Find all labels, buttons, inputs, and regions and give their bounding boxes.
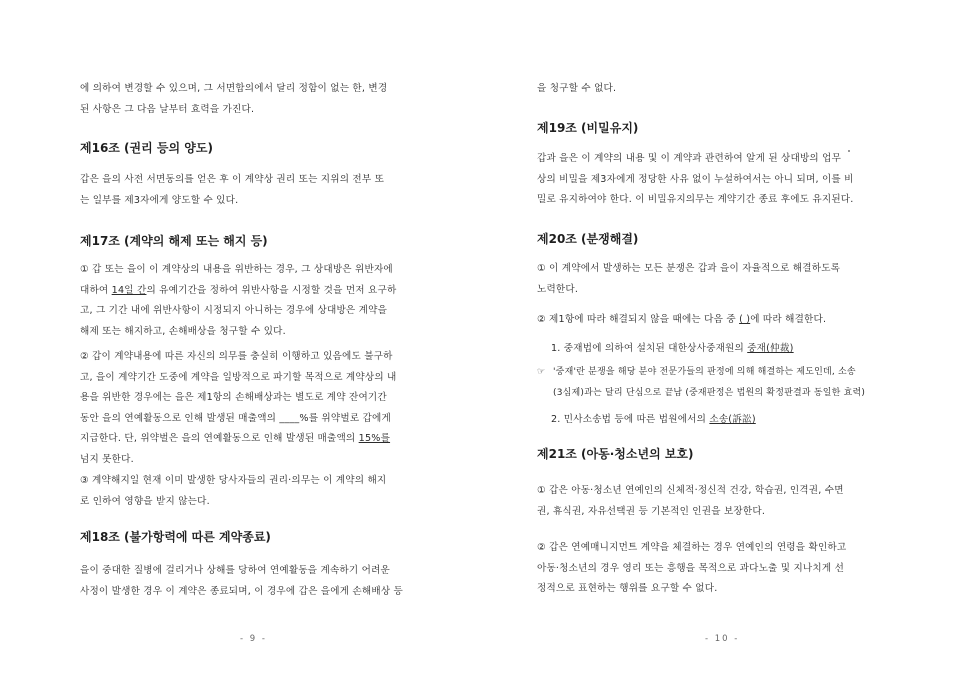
text-line: 1. 중재법에 의하여 설치된 대한상사중재원의 중재(仲裁) — [551, 343, 794, 354]
page-number: - 9 - — [240, 634, 267, 644]
article-19-title: 제19조 (비밀유지) — [537, 121, 639, 135]
text-line: 대하여 14일 간의 유예기간을 정하여 위반사항을 시정할 것을 먼저 요구하 — [80, 284, 397, 296]
page-number: - 10 - — [705, 634, 740, 644]
option-litigation — [551, 410, 756, 431]
text-line: 갑은 을의 사전 서면동의를 얻은 후 이 계약상 권리 또는 지위의 전부 또 — [80, 174, 385, 185]
text-line: 상의 비밀을 제3자에게 정당한 사유 없이 누설하여서는 아니 되며, 이를 비 — [537, 173, 854, 185]
article-16-body — [80, 170, 384, 211]
penalty-cap-underlined: 15%를 — [358, 433, 391, 444]
text-line: 동안 을의 연예활동으로 인해 발생된 매출액의 ____%를 위약벌로 갑에게 — [80, 412, 391, 424]
text-line: 에 의하여 변경할 수 있으며, 그 서면합의에서 달리 정함이 없는 한, 변경 — [80, 83, 388, 94]
text-line: 는 일부를 제3자에게 양도할 수 있다. — [80, 194, 239, 206]
text-line: 노력한다. — [537, 283, 579, 295]
text-line: 권, 휴식권, 자유선택권 등 기본적인 인권을 보장한다. — [537, 505, 766, 517]
article-21-paragraph-1 — [537, 481, 844, 522]
text-line: 을이 중대한 질병에 걸리거나 상해를 당하여 연예활동을 계속하기 어려운 — [80, 565, 391, 576]
text-line: ☞ '중재'란 분쟁을 해당 분야 전문가들의 판정에 의해 해결하는 제도인데, 소송 — [537, 362, 865, 383]
text-line: ② 제1항에 따라 해결되지 않을 때에는 다음 중 ( )에 따라 해결한다. — [537, 314, 827, 325]
article-20-title: 제20조 (분쟁해결) — [537, 232, 639, 246]
pointing-hand-icon: ☞ — [537, 367, 546, 377]
choice-blank: ( ) — [739, 314, 751, 325]
article-17-paragraph-1 — [80, 260, 396, 342]
penalty-percent-blank: ____ — [279, 412, 300, 424]
text-line: 고, 그 기간 내에 위반사항이 시정되지 아니하는 경우에 상대방은 계약을 — [80, 305, 388, 316]
article-20-paragraph-1 — [537, 259, 840, 300]
text-line: 로 인하여 영향을 받지 않는다. — [80, 495, 210, 507]
article-21-paragraph-2 — [537, 538, 846, 600]
text-line: 아동·청소년의 경우 영리 또는 흥행을 목적으로 과다노출 및 지나치게 선 — [537, 562, 845, 574]
grace-period-underlined: 14일 간 — [111, 284, 147, 296]
text-line: (3심제)과는 달리 단심으로 끝남 (중재판정은 법원의 확정판결과 동일한 효력) — [553, 387, 866, 398]
arbitration-underlined: 중재(仲裁) — [747, 343, 794, 354]
text-line: ① 이 계약에서 발생하는 모든 분쟁은 갑과 을이 자율적으로 해결하도록 — [537, 263, 841, 274]
text-line: ① 갑 또는 을이 이 계약상의 내용을 위반하는 경우, 그 상대방은 위반자에 — [80, 264, 393, 275]
text-line: ① 갑은 아동·청소년 연예인의 신체적·정신적 건강, 학습권, 인격권, 수면 — [537, 485, 844, 496]
article-17-paragraph-2 — [80, 347, 397, 470]
article-18-body — [80, 561, 403, 602]
option-arbitration — [551, 339, 794, 360]
text-line: 갑과 을은 이 계약의 내용 및 이 계약과 관련하여 알게 된 상대방의 업무 — [537, 153, 842, 164]
article-20-paragraph-2 — [537, 310, 826, 331]
article-18-title: 제18조 (불가항력에 따른 계약종료) — [80, 530, 271, 544]
text-line: ② 갑이 계약내용에 따른 자신의 의무를 충실히 이행하고 있음에도 불구하 — [80, 351, 393, 362]
text-line: 된 사항은 그 다음 날부터 효력을 가진다. — [80, 103, 255, 115]
article-16-title: 제16조 (권리 등의 양도) — [80, 141, 213, 155]
arbitration-note — [537, 362, 865, 403]
article-17-paragraph-3 — [80, 471, 386, 512]
text-line: 해제 또는 해지하고, 손해배상을 청구할 수 있다. — [80, 325, 286, 337]
text-line: 2. 민사소송법 등에 따른 법원에서의 소송(訴訟) — [551, 414, 756, 425]
page-10 — [483, 0, 966, 683]
article-15-continuation — [80, 79, 387, 120]
text-line: ③ 계약해지일 현재 이미 발생한 당사자들의 권리·의무는 이 계약의 해지 — [80, 475, 387, 486]
text-line: 정적으로 표현하는 행위를 요구할 수 없다. — [537, 583, 718, 594]
text-line: ② 갑은 연예매니지먼트 계약을 체결하는 경우 연예인의 연령을 확인하고 — [537, 542, 847, 553]
article-19-body — [537, 149, 854, 211]
text-line: 지급한다. 단, 위약벌은 을의 연예활동으로 인해 발생된 매출액의 15%를 — [80, 433, 391, 444]
article-18-continuation — [537, 79, 616, 100]
text-line: 을 청구할 수 없다. — [537, 83, 617, 94]
text-line: 용을 위반한 경우에는 을은 제1항의 손해배상과는 별도로 계약 잔여기간 — [80, 392, 387, 403]
text-line: 밀로 유지하여야 한다. 이 비밀유지의무는 계약기간 종료 후에도 유지된다. — [537, 194, 854, 205]
article-17-title: 제17조 (계약의 해제 또는 해지 등) — [80, 234, 268, 248]
text-line: 고, 을이 계약기간 도중에 계약을 일방적으로 파기할 목적으로 계약상의 내 — [80, 371, 397, 383]
text-line: 사정이 발생한 경우 이 계약은 종료되며, 이 경우에 갑은 을에게 손해배상 등 — [80, 585, 404, 597]
text-line: 넘지 못한다. — [80, 453, 134, 465]
article-21-title: 제21조 (아동·청소년의 보호) — [537, 447, 694, 461]
litigation-underlined: 소송(訴訟) — [709, 414, 756, 425]
